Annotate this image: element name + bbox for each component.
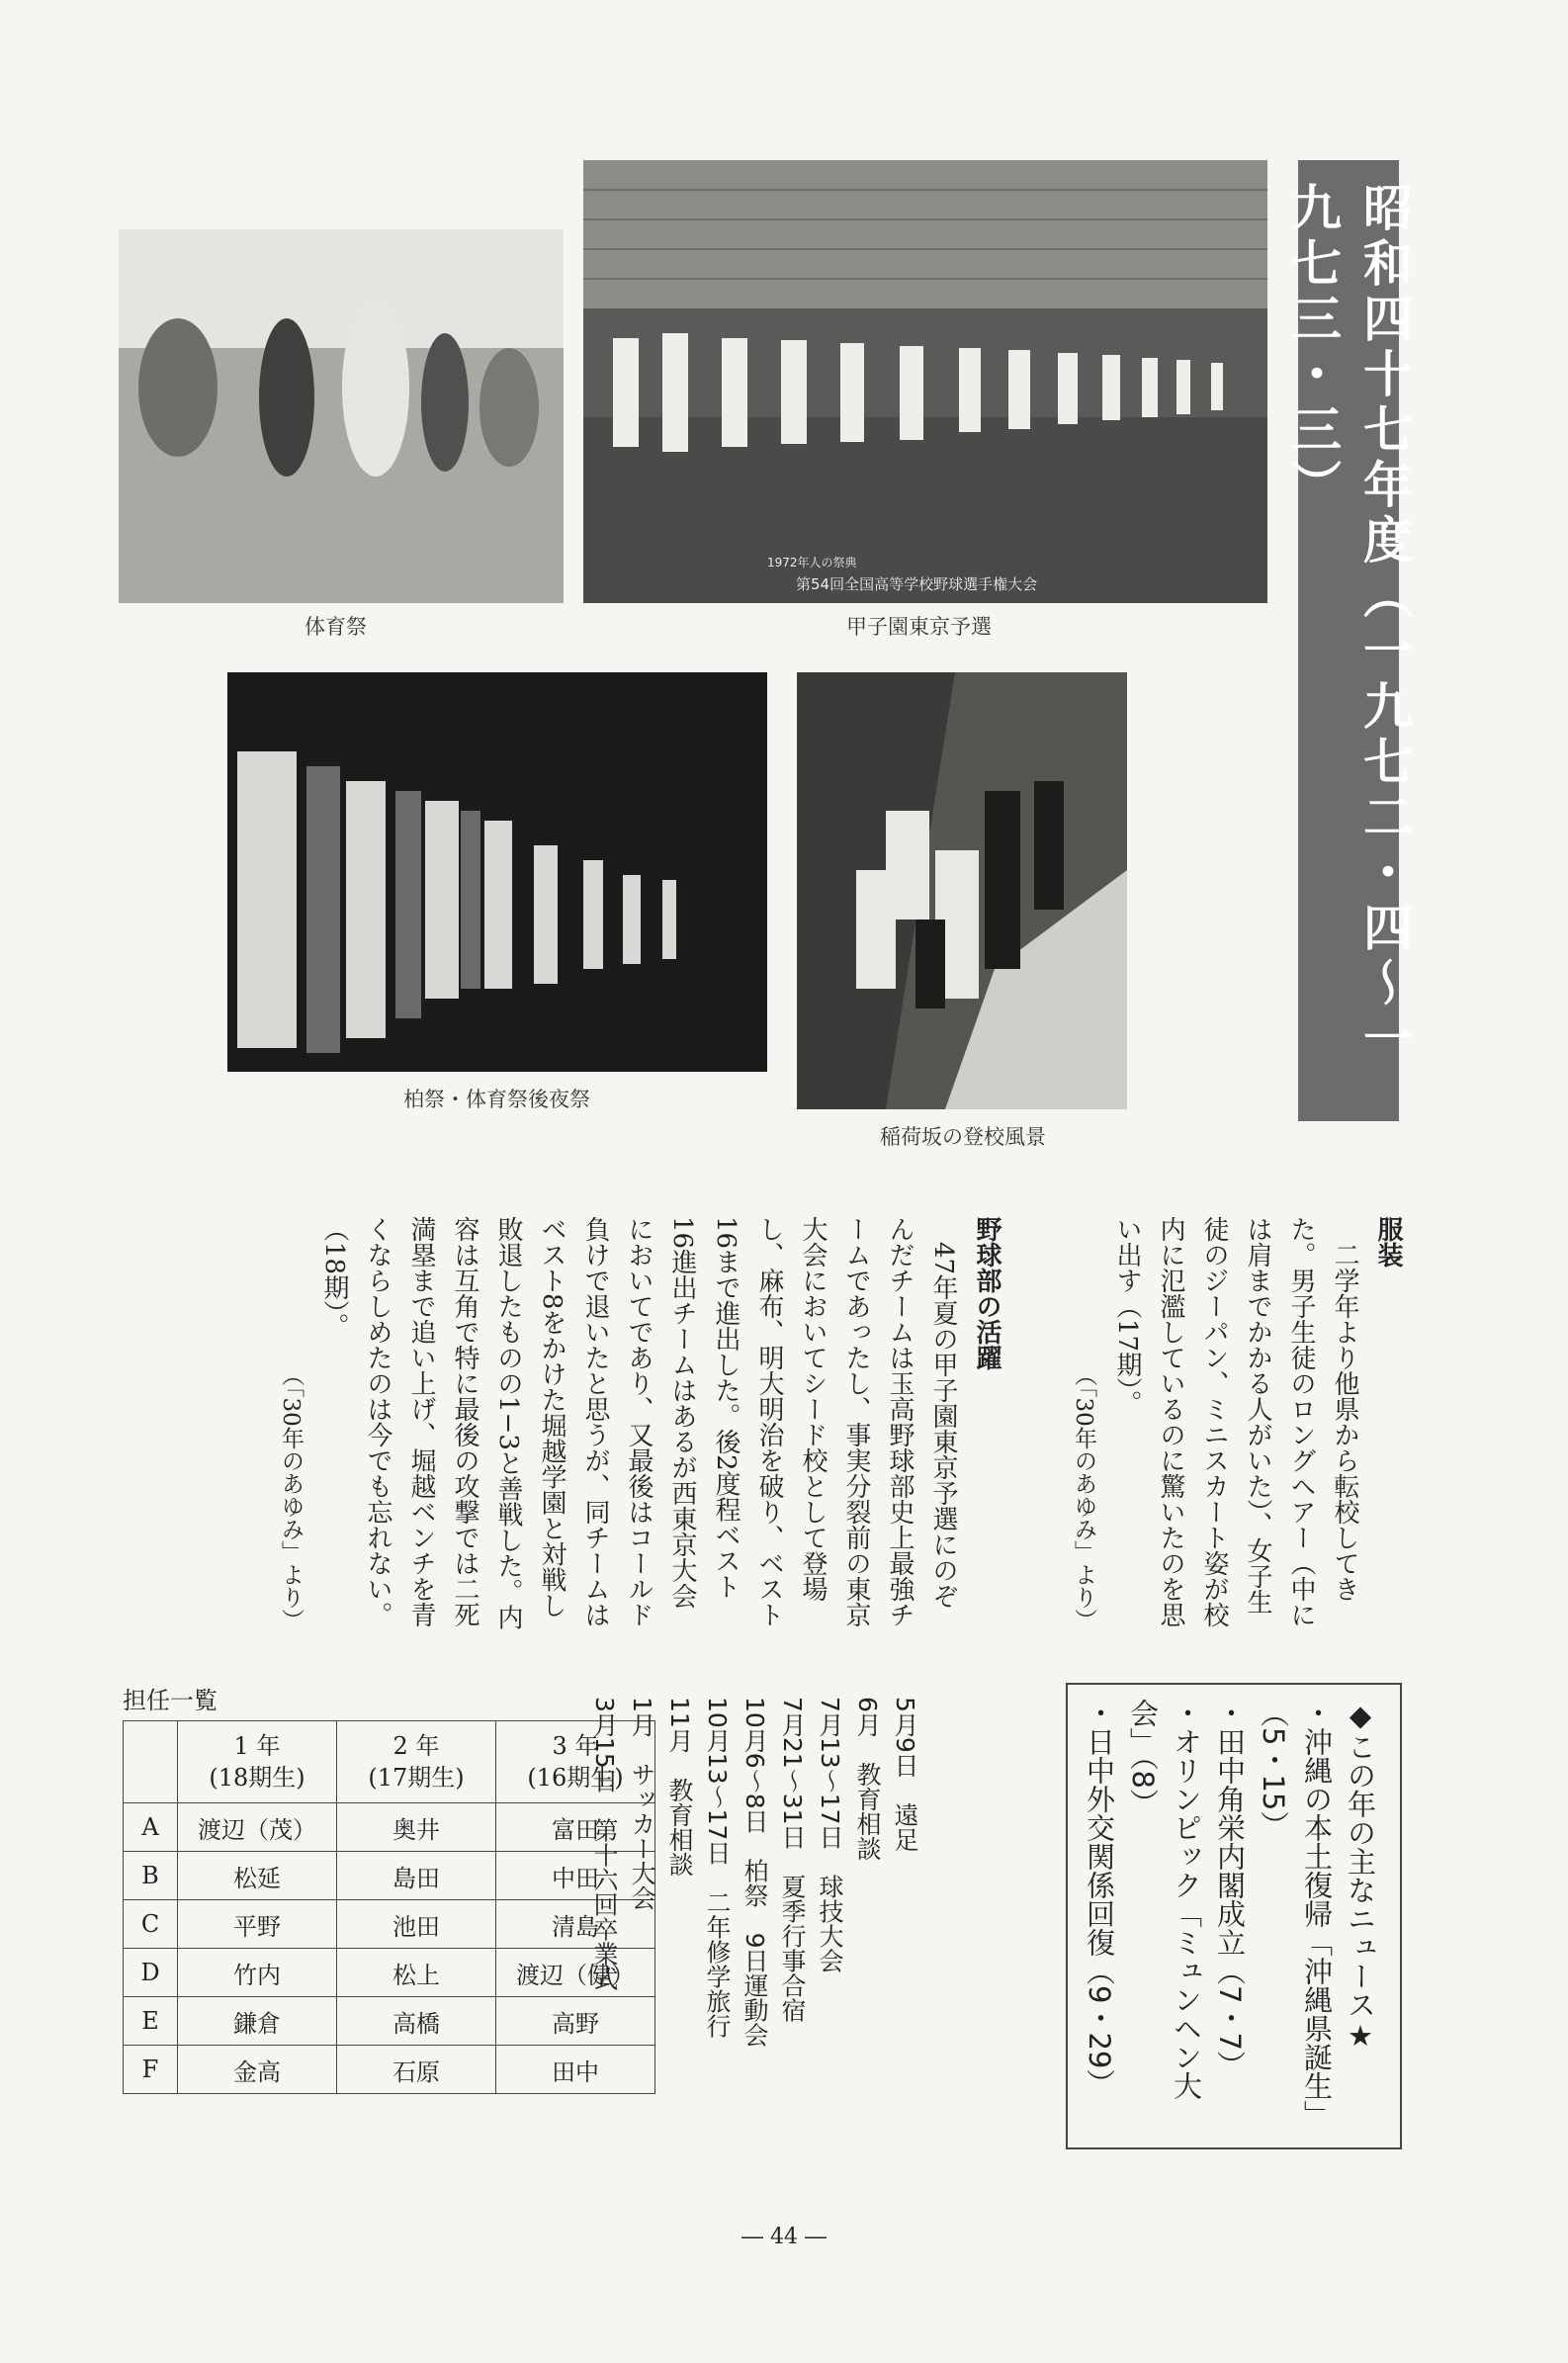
header-year: 2 年: [392, 1732, 440, 1760]
header-cohort: (18期生): [209, 1764, 305, 1792]
news-box: [1066, 1683, 1402, 2149]
article-baseball-body: 47年夏の甲子園東京予選にのぞんだチームは玉高野球部史上最強チームであったし、事実分裂前の東京大会においてシード校として登場し、麻布、明大明治を破り、ベスト16まで進出した。後2度程ベスト16進出チームはあるが西東京大会においてであり、又最後はコールド負けで退いたと思うが、同チームはベスト8をかけた堀越学園と対戦し敗退したものの1−3と善戦した。内容は互角で特に最後の攻撃では二死満塁まで追い上げ、堀越ベンチを青くならしめたのは今でも忘れない。（18期）。: [319, 1216, 958, 1630]
photo-night-festival: [227, 672, 767, 1072]
teacher-name: 渡辺（茂）: [178, 1803, 337, 1852]
table-row: [124, 1900, 655, 1949]
photo-inari-slope: [797, 672, 1127, 1109]
news-list: [1078, 1699, 1382, 2134]
teacher-name: 松上: [337, 1949, 496, 1997]
event-item: 7月21〜31日 夏季行事合宿: [778, 1697, 807, 2023]
caption-night-festival: 柏祭・体育祭後夜祭: [403, 1088, 590, 1111]
news-title: ◆この年の主なニュース★: [1344, 1699, 1377, 2053]
teachers-header-year1: [178, 1721, 337, 1803]
article-baseball-source: （「30年のあゆみ」より）: [278, 1363, 304, 1631]
teacher-name: 奥井: [337, 1803, 496, 1852]
teacher-name: 渡辺（健）: [496, 1949, 655, 1997]
caption-inari-slope: 稲荷坂の登校風景: [880, 1125, 1046, 1149]
teacher-name: 松延: [178, 1852, 337, 1900]
photo-inari-slope-image: [797, 672, 1127, 1109]
teacher-name: 島田: [337, 1852, 496, 1900]
event-item: 10月6〜8日 柏祭 9日運動会: [740, 1697, 769, 2048]
news-item: ・沖縄の本土復帰「沖縄県誕生」（5・15）: [1257, 1699, 1334, 2129]
teacher-name: 池田: [337, 1900, 496, 1949]
koshien-overlay-line-2: 第54回全国高等学校野球選手権大会: [796, 575, 1038, 593]
photo-night-festival-image: [227, 672, 767, 1072]
header-year: 3 年: [552, 1732, 599, 1760]
table-row: [124, 1949, 655, 1997]
table-row: [124, 1803, 655, 1852]
article-clothing: [1071, 1216, 1410, 1631]
header-year: 1 年: [233, 1732, 281, 1760]
event-item: 7月13〜17日 球技大会: [816, 1697, 844, 1973]
photo-koshien-qualifier-image: [583, 160, 1267, 603]
article-baseball: [278, 1216, 1008, 1631]
header-cohort: (17期生): [368, 1764, 465, 1792]
page-number: ― 44 ―: [741, 2225, 827, 2249]
year-title-bar: [1284, 160, 1413, 1121]
class-label: E: [124, 1997, 178, 2046]
news-item: ・田中角栄内閣成立（7・7）: [1213, 1699, 1247, 2079]
teacher-name: 鎌倉: [178, 1997, 337, 2046]
teachers-corner-cell: [124, 1721, 178, 1803]
caption-koshien-qualifier: 甲子園東京予選: [846, 615, 992, 639]
caption-sports-day: 体育祭: [305, 615, 367, 639]
class-label: A: [124, 1803, 178, 1852]
year-title: 昭和四十七年度（一九七二・四〜一九七三・三）: [1284, 182, 1413, 1068]
class-label: F: [124, 2046, 178, 2094]
event-item: 11月 教育相談: [665, 1697, 694, 1877]
table-row: [124, 1997, 655, 2046]
event-item: 10月13〜17日 二年修学旅行: [703, 1697, 732, 2039]
table-row: [124, 2046, 655, 2094]
photo-sports-day-image: [119, 229, 564, 603]
article-clothing-source: （「30年のあゆみ」より）: [1071, 1363, 1096, 1631]
news-item: ・オリンピック「ミュンヘン大会」（8）: [1126, 1699, 1203, 2100]
event-item: 5月9日 遠足: [891, 1697, 919, 1852]
class-label: C: [124, 1900, 178, 1949]
teachers-table-header-row: [124, 1721, 655, 1803]
teacher-name: 高野: [496, 1997, 655, 2046]
teacher-name: 竹内: [178, 1949, 337, 1997]
event-item: 1月 サッカー大会: [628, 1697, 656, 1910]
header-cohort: (16期生): [527, 1764, 624, 1792]
photo-sports-day: [119, 229, 564, 603]
teacher-name: 富田: [496, 1803, 655, 1852]
teacher-name: 平野: [178, 1900, 337, 1949]
article-clothing-heading: 服装: [1373, 1216, 1403, 1268]
table-row: [124, 1852, 655, 1900]
teacher-name: 中田: [496, 1852, 655, 1900]
class-label: D: [124, 1949, 178, 1997]
photo-koshien-qualifier: [583, 160, 1267, 603]
teachers-table-title: 担任一覧: [123, 1687, 218, 1714]
event-item: 6月 教育相談: [853, 1697, 882, 1861]
event-item: 3月15日 第十六回卒業式: [590, 1697, 619, 1991]
annual-events: [585, 1697, 923, 2092]
teachers-header-year2: [337, 1721, 496, 1803]
teacher-name: 清島: [496, 1900, 655, 1949]
teacher-name: 田中: [496, 2046, 655, 2094]
teachers-table: [123, 1720, 655, 2094]
class-label: B: [124, 1852, 178, 1900]
article-baseball-heading: 野球部の活躍: [972, 1216, 1002, 1370]
teacher-name: 金高: [178, 2046, 337, 2094]
teacher-name: 石原: [337, 2046, 496, 2094]
article-clothing-body: 二学年より他県から転校してきた。男子生徒のロングヘアー（中には肩までかかる人がいた）、女子生徒のジーパン、ミニスカート姿が校内に氾濫しているのに驚いたのを思い出す（17期）。: [1112, 1216, 1359, 1627]
news-item: ・日中外交関係回復（9・29）: [1083, 1699, 1116, 2098]
koshien-overlay-line-1: 1972年人の祭典: [767, 556, 857, 569]
teacher-name: 高橋: [337, 1997, 496, 2046]
